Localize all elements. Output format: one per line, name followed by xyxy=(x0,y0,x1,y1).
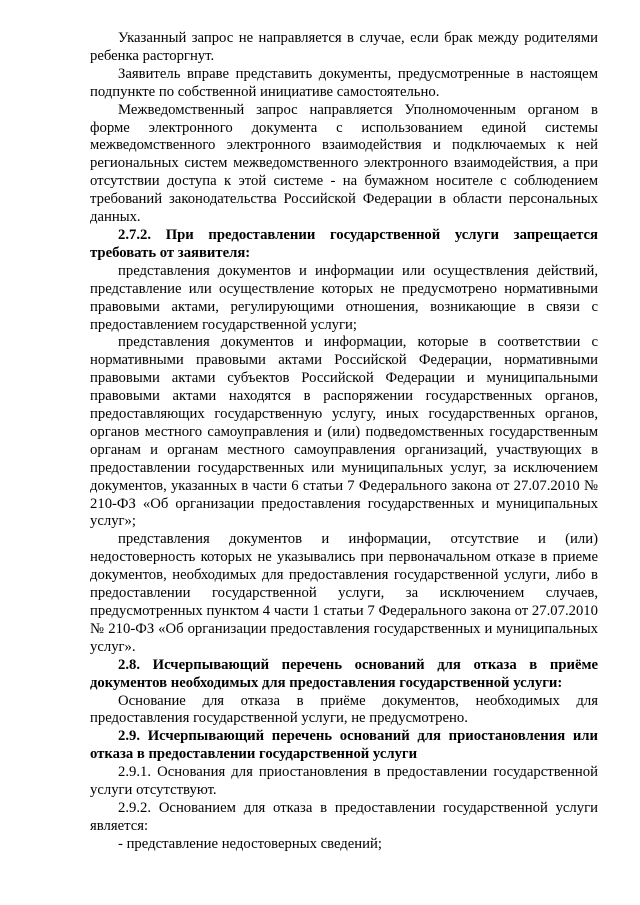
paragraph-refusal-grounds: Основание для отказа в приёме документов, необходимых для предоставления государственной услуги, не предусмотрено. xyxy=(90,692,598,727)
paragraph-prohibited-missing-info: представления документов и информации, отсутствие и (или) недостоверность которых не указывались при первоначальном отказе в приеме документов, необходимых для предоставления государственной услуги, либо в предоставлении государственной услуги, за исключением случаев, предусмотренных пунктом 4 части 1 статьи 7 Федерального закона от 27.07.2010 № 210-ФЗ «Об организации предоставления государственных и муниципальных услуг». xyxy=(90,531,598,655)
paragraph-marriage-dissolved: Указанный запрос не направляется в случае, если брак между родителями ребенка расторгнут. xyxy=(90,30,598,64)
paragraph-applicant-right: Заявитель вправе представить документы, предусмотренные в настоящем подпункте по собственной инициативе самостоятельно. xyxy=(90,65,598,100)
heading-2-8: 2.8. Исчерпывающий перечень оснований для отказа в приёме документов необходимых для предоставления государственной услуги: xyxy=(90,656,598,691)
paragraph-prohibited-documents: представления документов и информации, которые в соответствии с нормативными правовыми актами Российской Федерации, нормативными правовыми актами субъектов Российской Федерации и муниципальными правовыми актами находятся в распоряжении государственных органов, предоставляющих государственную услугу, иных государственных органов, органов местного самоуправления и (или) подведомственных государственным органам и органам местного самоуправления организаций, участвующих в предоставлении государственных или муниципальных услуг, за исключением документов, указанных в части 6 статьи 7 Федерального закона от 27.07.2010 № 210-ФЗ «Об организации предоставления государственных и муниципальных услуг»; xyxy=(90,334,598,530)
paragraph-interagency-request: Межведомственный запрос направляется Уполномоченным органом в форме электронного документа с использованием единой системы межведомственного электронного взаимодействия и подключаемых к ней региональных систем межведомственного электронного взаимодействия, а при отсутствии доступа к этой системе - на бумажном носителе с соблюдением требований законодательства Российской Федерации в области персональных данных. xyxy=(90,101,598,226)
heading-2-9: 2.9. Исчерпывающий перечень оснований для приостановления или отказа в предоставлении государственной услуги xyxy=(90,728,598,763)
paragraph-prohibited-actions: представления документов и информации или осуществления действий, представление или осуществление которых не предусмотрено нормативными правовыми актами, регулирующими отношения, возникающие в связи с предоставлением государственной услуги; xyxy=(90,262,598,333)
heading-2-7-2: 2.7.2. При предоставлении государственной услуги запрещается требовать от заявителя: xyxy=(90,226,598,261)
paragraph-2-9-2: 2.9.2. Основанием для отказа в предоставлении государственной услуги является: xyxy=(90,799,598,834)
paragraph-false-info: - представление недостоверных сведений; xyxy=(118,835,382,852)
paragraph-2-9-1: 2.9.1. Основания для приостановления в предоставлении государственной услуги отсутствуют. xyxy=(90,764,598,799)
